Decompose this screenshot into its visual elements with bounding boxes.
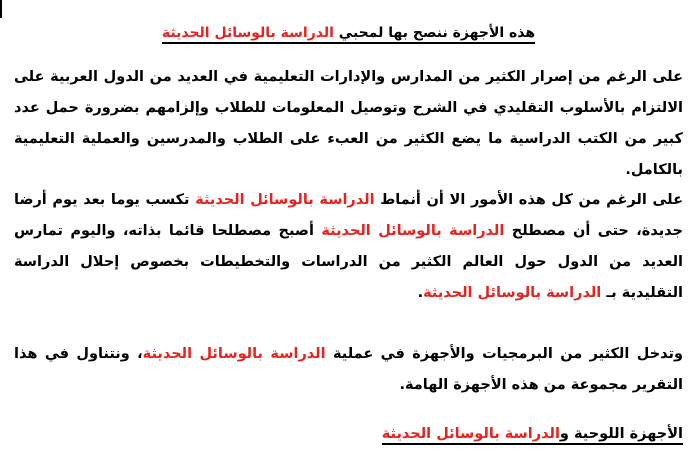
p2-text-2: تكسب يوما بعد يوم أرضا جديدة، حتى أن مصطلح xyxy=(14,192,683,239)
paragraph-intro-text: على الرغم من إصرار الكثير من المدارس والإدارات التعليمية في العديد من الدول العربية على الالتزام بالأسلوب التقليدي في الشرح وتوصيل المعلومات للطلاب وإلزامهم بضرورة حمل عدد كبير من الكتب الدراسية ما يضع الكثير من العبء على الطلاب والمدرسين والعملية التعليمية بالكامل. xyxy=(14,69,683,178)
p3-highlight-1: الدراسة بالوسائل الحديثة xyxy=(142,346,326,362)
p2-highlight-2: الدراسة بالوسائل الحديثة xyxy=(321,223,505,239)
paragraph-intro xyxy=(14,62,683,186)
title-highlight: الدراسة بالوسائل الحديثة xyxy=(161,25,334,41)
paragraph-modern-methods xyxy=(14,185,683,309)
p3-text-1: وتدخل الكثير من البرمجيات والأجهزة في عملية xyxy=(325,346,683,362)
subheading-lead: الأجهزة اللوحية و xyxy=(559,426,683,442)
p3-text-2: ، ونتناول في هذا التقرير مجموعة من هذه الأجهزة الهامة. xyxy=(14,346,683,393)
subheading-underline xyxy=(382,426,683,445)
title-underline xyxy=(162,25,535,44)
p2-text-1: على الرغم من كل هذه الأمور الا أن أنماط xyxy=(374,192,684,208)
p2-text-4: . xyxy=(417,285,424,301)
section-subheading xyxy=(382,422,683,446)
p2-text-3: أصبح مصطلحا قائما بذاته، واليوم تمارس العديد من الدول حول العالم الكثير من الدراسات والتخطيطات بخصوص إحلال الدراسة التقليدية بـ xyxy=(14,223,683,301)
p2-highlight-3: الدراسة بالوسائل الحديثة xyxy=(423,285,602,301)
document-title xyxy=(0,22,697,44)
title-lead: هذه الأجهزة ننصح بها لمحبي xyxy=(333,25,536,41)
p2-highlight-1: الدراسة بالوسائل الحديثة xyxy=(195,192,375,208)
paragraph-software-devices xyxy=(14,339,683,401)
subheading-highlight: الدراسة بالوسائل الحديثة xyxy=(381,426,560,442)
